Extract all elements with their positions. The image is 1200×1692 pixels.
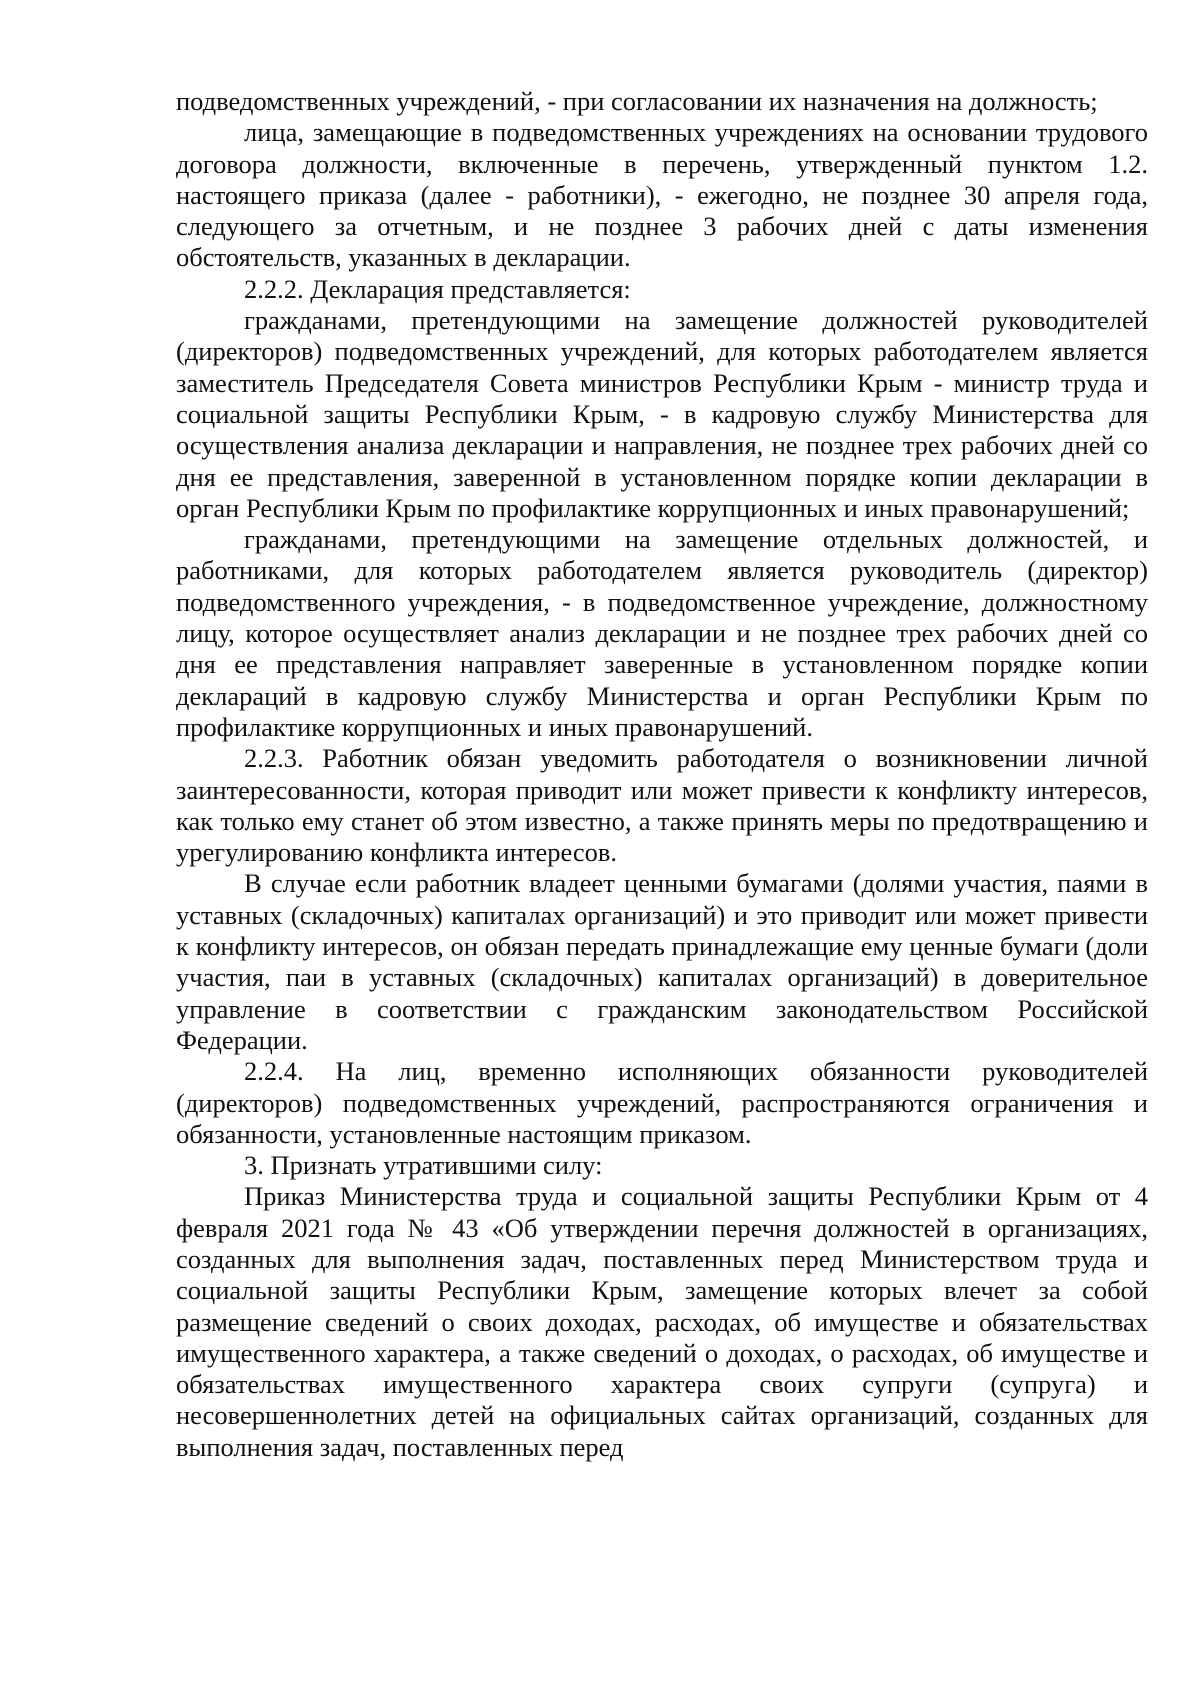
paragraph-workers-declaration: гражданами, претендующими на замещение отдельных должностей, и работниками, для которых работодателем является руководитель (директор) подведомственного учреждения, - в подведомственное учреждение, должностному лицу, которое осуществляет анализ декларации и не позднее трех рабочих дней со дня ее представления направляет заверенные в установленном порядке копии деклараций в кадровую службу Министерства и орган Республики Крым по профилактике коррупционных и иных правонарушений. (176, 524, 1148, 742)
paragraph-2-2-2-heading: 2.2.2. Декларация представляется: (244, 273, 631, 304)
paragraph-2-2-3: 2.2.3. Работник обязан уведомить работодателя о возникновении личной заинтересованности, которая приводит или может привести к конфликту интересов, как только ему станет об этом известно, а также принять меры по предотвращению и урегулированию конфликта интересов. (176, 743, 1148, 868)
paragraph-directors-declaration: гражданами, претендующими на замещение должностей руководителей (директоров) подведомственных учреждений, для которых работодателем является заместитель Председателя Совета министров Республики Крым - министр труда и социальной защиты Республики Крым, - в кадровую службу Министерства для осуществления анализа декларации и направления, не позднее трех рабочих дней со дня ее представления, заверенной в установленном порядке копии декларации в орган Республики Крым по профилактике коррупционных и иных правонарушений; (176, 305, 1148, 523)
document-page (176, 86, 1148, 1463)
paragraph-continuation: подведомственных учреждений, - при согласовании их назначения на должность; (176, 86, 1098, 116)
paragraph-3-heading: 3. Признать утратившими силу: (244, 1150, 603, 1181)
paragraph-2-2-4: 2.2.4. На лиц, временно исполняющих обязанности руководителей (директоров) подведомственных учреждений, распространяются ограничения и обязанности, установленные настоящим приказом. (176, 1056, 1148, 1149)
paragraph-securities: В случае если работник владеет ценными бумагами (долями участия, паями в уставных (складочных) капиталах организаций) и это приводит или может привести к конфликту интересов, он обязан передать принадлежащие ему ценные бумаги (доли участия, паи в уставных (складочных) капиталах организаций) в доверительное управление в соответствии с гражданским законодательством Российской Федерации. (176, 868, 1148, 1055)
paragraph-order-repealed: Приказ Министерства труда и социальной защиты Республики Крым от 4 февраля 2021 года № 43 «Об утверждении перечня должностей в организациях, созданных для выполнения задач, поставленных перед Министерством труда и социальной защиты Республики Крым, замещение которых влечет за собой размещение сведений о своих доходах, расходах, об имуществе и обязательствах имущественного характера, а также сведений о доходах, о расходах, об имуществе и обязательствах имущественного характера своих супруги (супруга) и несовершеннолетних детей на официальных сайтах организаций, созданных для выполнения задач, поставленных перед (176, 1181, 1148, 1462)
paragraph-employees-deadline: лица, замещающие в подведомственных учреждениях на основании трудового договора должности, включенные в перечень, утвержденный пунктом 1.2. настоящего приказа (далее - работники), - ежегодно, не позднее 30 апреля года, следующего за отчетным, и не позднее 3 рабочих дней с даты изменения обстоятельств, указанных в декларации. (176, 117, 1148, 273)
